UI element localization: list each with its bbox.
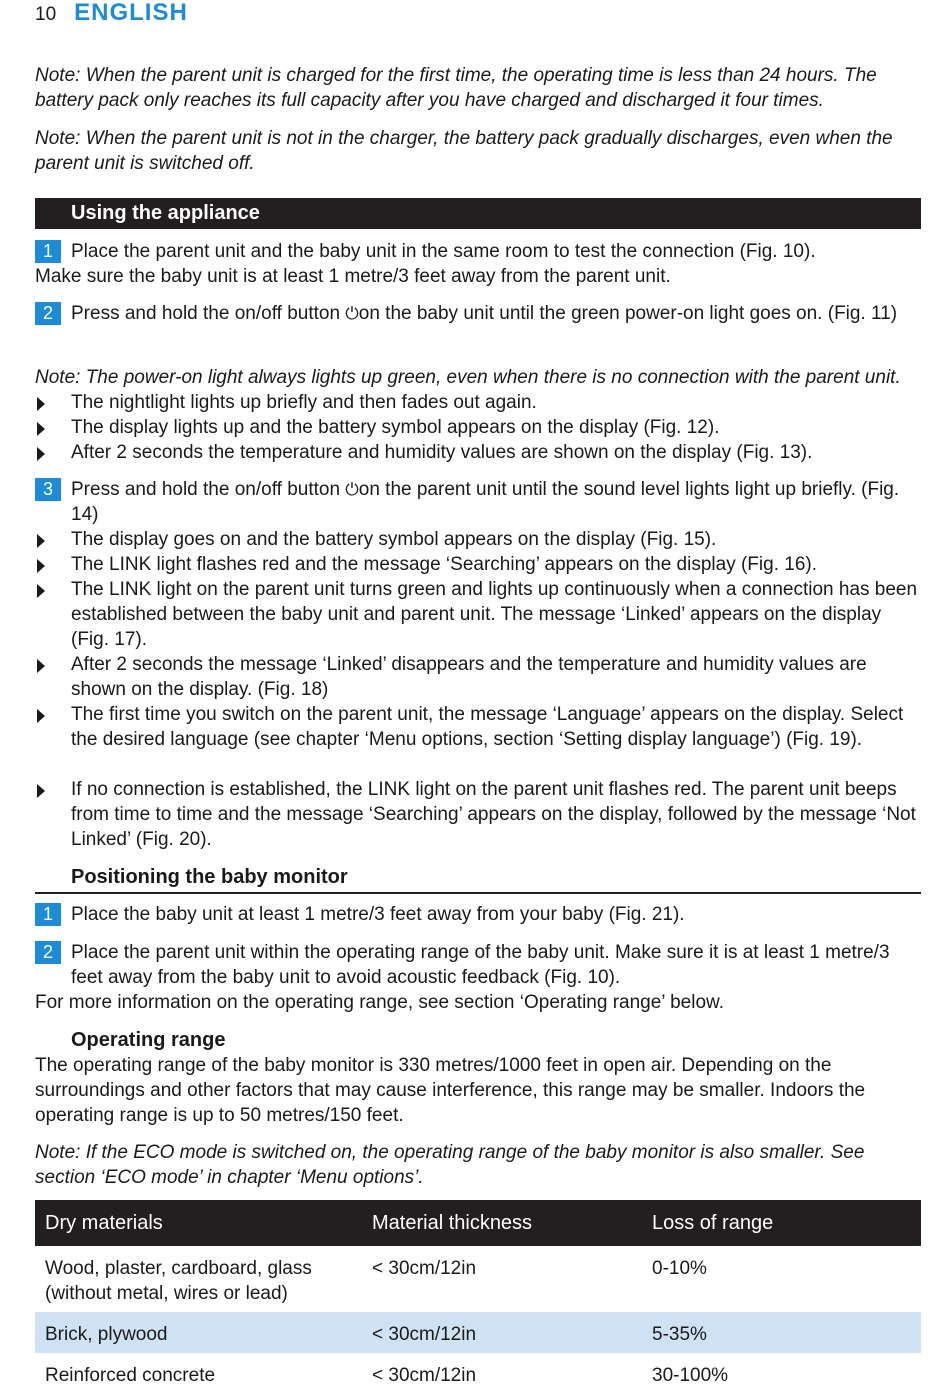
column-header: Material thickness xyxy=(362,1200,642,1246)
step-number: 2 xyxy=(35,302,61,325)
table-cell: < 30cm/12in xyxy=(372,1258,477,1279)
table-cell: 30-100% xyxy=(652,1365,729,1386)
list-item xyxy=(35,440,921,465)
operating-range-text: The operating range of the baby monitor is 330 metres/1000 feet in open air. Depending on the surroundings and other factors that may cause interference, this range may be smaller. Indoors the operating range is up to 50 metres/150 feet. xyxy=(35,1055,866,1126)
step-1 xyxy=(35,239,921,289)
bullet-icon xyxy=(37,534,45,548)
section-title-bar xyxy=(35,198,921,229)
power-icon: ⏻ xyxy=(345,304,359,323)
step-text xyxy=(35,477,921,527)
step-text-part: on the parent unit until the sound level lights light up briefly. (Fig. 14) xyxy=(71,479,900,525)
step-number: 2 xyxy=(35,941,61,964)
positioning-heading xyxy=(35,865,921,894)
step-follow-text: For more information on the operating range, see section ‘Operating range’ below. xyxy=(35,992,724,1013)
list-item-text: The nightlight lights up briefly and then fades out again. xyxy=(71,392,537,413)
table-cell: 0-10% xyxy=(652,1258,707,1279)
list-item xyxy=(35,415,921,440)
list-item-text: The LINK light flashes red and the message ‘Searching’ appears on the display (Fig. 16). xyxy=(71,554,817,575)
list-item-text: After 2 seconds the message ‘Linked’ disappears and the temperature and humidity values are shown on the display. (Fig. 18) xyxy=(71,654,867,700)
note-discharge: Note: When the parent unit is not in the charger, the battery pack gradually discharges, even when the parent unit is switched off. xyxy=(35,128,893,174)
list-item xyxy=(35,552,921,577)
step-number: 1 xyxy=(35,903,61,926)
bullet-icon xyxy=(37,659,45,673)
step-number: 3 xyxy=(35,478,61,501)
section-title: Using the appliance xyxy=(71,202,260,224)
power-icon: ⏻ xyxy=(345,480,359,499)
bullet-icon xyxy=(37,584,45,598)
table-row xyxy=(35,1246,921,1312)
list-item-text: If no connection is established, the LINK light on the parent unit flashes red. The parent unit beeps from time to time and the message ‘Searching’ appears on the display, followed by the message ‘Not Linked’ (Fig. 20). xyxy=(71,779,916,850)
table-cell: < 30cm/12in xyxy=(362,1312,642,1353)
positioning-title: Positioning the baby monitor xyxy=(71,866,348,888)
operating-range-heading xyxy=(35,1028,921,1053)
language-heading: ENGLISH xyxy=(74,0,188,26)
step-text: Place the parent unit within the operating range of the baby unit. Make sure it is at least 1 metre/3 feet away from the baby unit to avoid acoustic feedback (Fig. 10). xyxy=(71,942,890,988)
table-cell: 5-35% xyxy=(642,1312,921,1353)
list-item-text: The first time you switch on the parent unit, the message ‘Language’ appears on the display. Select the desired language (see chapter ‘Menu options, section ‘Setting display language’) (Fig. 19). xyxy=(71,704,904,750)
bullet-icon xyxy=(37,397,45,411)
table-cell: Brick, plywood xyxy=(35,1312,362,1353)
positioning-step-2 xyxy=(35,940,921,1015)
list-item-text: The LINK light on the parent unit turns green and lights up continuously when a connection has been established between the baby unit and parent unit. The message ‘Linked’ appears on the display (Fig. 17). xyxy=(71,579,918,650)
list-item xyxy=(35,702,921,752)
step-text-part: Press and hold the on/off button xyxy=(71,479,346,500)
step-2 xyxy=(35,301,921,326)
list-item-text: The display lights up and the battery symbol appears on the display (Fig. 12). xyxy=(71,417,720,438)
operating-range-title: Operating range xyxy=(71,1029,226,1051)
step-number: 1 xyxy=(35,240,61,263)
list-item xyxy=(35,577,921,652)
step-text-part: on the baby unit until the green power-on light goes on. (Fig. 11) xyxy=(358,303,898,324)
table-row xyxy=(35,1312,921,1353)
step-text xyxy=(35,301,921,326)
bullet-icon xyxy=(37,447,45,461)
list-item-text: The display goes on and the battery symbol appears on the display (Fig. 15). xyxy=(71,529,717,550)
note-power-light: Note: The power-on light always lights up green, even when there is no connection with the parent unit. xyxy=(35,367,901,388)
column-header: Dry materials xyxy=(35,1200,362,1246)
page-number: 10 xyxy=(35,4,57,25)
step-text: Place the parent unit and the baby unit in the same room to test the connection (Fig. 10). xyxy=(71,241,816,262)
step-text: Place the baby unit at least 1 metre/3 feet away from your baby (Fig. 21). xyxy=(71,904,685,925)
table-header-row xyxy=(35,1200,921,1246)
note-charging: Note: When the parent unit is charged for the first time, the operating time is less than 24 hours. The battery pack only reaches its full capacity after you have charged and discharged it four times. xyxy=(35,65,877,111)
bullet-icon xyxy=(37,559,45,573)
list-item-text: After 2 seconds the temperature and humidity values are shown on the display (Fig. 13). xyxy=(71,442,813,463)
step-follow-text: Make sure the baby unit is at least 1 metre/3 feet away from the parent unit. xyxy=(35,266,671,287)
list-item xyxy=(35,652,921,702)
step-3 xyxy=(35,477,921,527)
column-header: Loss of range xyxy=(642,1200,921,1246)
note-eco-mode: Note: If the ECO mode is switched on, the operating range of the baby monitor is also smaller. See section ‘ECO mode’ in chapter ‘Menu options’. xyxy=(35,1142,865,1188)
list-item xyxy=(35,777,921,852)
page-header xyxy=(35,0,188,30)
list-item xyxy=(35,390,921,415)
positioning-step-1 xyxy=(35,902,921,927)
table-cell: Wood, plaster, cardboard, glass (without metal, wires or lead) xyxy=(45,1258,312,1304)
range-table xyxy=(35,1200,921,1394)
table-cell: < 30cm/12in xyxy=(372,1365,477,1386)
table-row xyxy=(35,1353,921,1394)
bullet-icon xyxy=(37,422,45,436)
table-cell: Reinforced concrete xyxy=(45,1365,216,1386)
list-item xyxy=(35,527,921,552)
bullet-icon xyxy=(37,709,45,723)
step-text-part: Press and hold the on/off button xyxy=(71,303,346,324)
bullet-icon xyxy=(37,784,45,798)
